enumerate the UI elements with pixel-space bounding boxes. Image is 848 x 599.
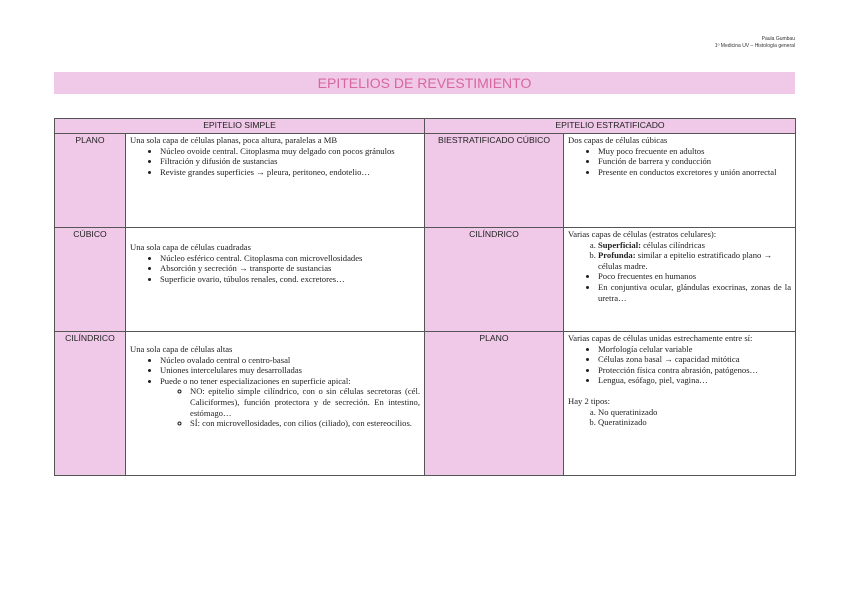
- cell-intro: Una sola capa de células planas, poca altura, paralelas a MB: [130, 135, 338, 145]
- types-intro: Hay 2 tipos:: [568, 395, 611, 406]
- table-row: [55, 228, 796, 332]
- row-label-biestratificado: BIESTRATIFICADO CÚBICO: [425, 134, 564, 228]
- table-row: [55, 332, 796, 476]
- list-item: • Núcleo esférico central. Citoplasma con microvellosidades: [160, 253, 420, 264]
- bullet-list: [130, 146, 420, 178]
- page-header: [715, 36, 795, 50]
- table-row: [55, 134, 796, 228]
- list-item: • Filtración y difusión de sustancias: [160, 156, 420, 167]
- lettered-item-bold: Profunda:: [598, 250, 636, 261]
- cell-intro: Una sola capa de células altas: [130, 344, 233, 354]
- list-item: • Núcleo ovalado central o centro-basal: [160, 355, 420, 366]
- cell-estratificado-plano: [564, 332, 796, 476]
- cell-simple-cubico: [126, 228, 425, 332]
- lettered-item-text: células cilíndricas: [640, 239, 705, 250]
- list-item: [598, 250, 791, 271]
- simple-heading: EPITELIO SIMPLE: [55, 119, 425, 134]
- list-item: a. No queratinizado: [598, 407, 791, 418]
- types-list: [568, 407, 791, 428]
- cell-intro: Varias capas de células (estratos celulares):: [568, 229, 717, 239]
- bullet-list: [130, 253, 420, 285]
- list-item: b. Queratinizado: [598, 417, 791, 428]
- list-item: • Superficie ovario, túbulos renales, cond. excretores…: [160, 274, 420, 285]
- course-name: 1º Medicina UV – Histología general: [714, 43, 795, 49]
- epithelia-table: [54, 118, 796, 476]
- row-label-simple-plano: PLANO: [55, 134, 126, 228]
- list-item: • Células zona basal → capacidad mitótica: [598, 354, 791, 365]
- list-item: [160, 376, 420, 429]
- list-item: • Morfología celular variable: [598, 344, 791, 355]
- lettered-item-text: similar a epitelio estratificado plano → células madre.: [598, 250, 773, 271]
- list-item-text: Puede o no tener especializaciones en superficie apical:: [160, 375, 351, 386]
- author-name: Paula Gumbau: [761, 36, 795, 42]
- cell-estratificado-cilindrico: [564, 228, 796, 332]
- cell-simple-cilindrico: [126, 332, 425, 476]
- stratified-heading: EPITELIO ESTRATIFICADO: [425, 119, 796, 134]
- bullet-list: [568, 271, 791, 303]
- list-item: • Poco frecuentes en humanos: [598, 271, 791, 282]
- cell-intro: Una sola capa de células cuadradas: [130, 242, 251, 252]
- cell-simple-plano: [126, 134, 425, 228]
- cell-intro: Dos capas de células cúbicas: [568, 135, 668, 145]
- list-item: • Presente en conductos excretores y unión anorrectal: [598, 167, 791, 178]
- lettered-list: [568, 240, 791, 272]
- table-header-row: [55, 119, 796, 134]
- sub-list-item: ◦ SÍ: con microvellosidades, con cilios (ciliado), con estereocilios.: [190, 418, 420, 429]
- spacer: [568, 386, 791, 396]
- list-item: • Absorción y secreción → transporte de sustancias: [160, 263, 420, 274]
- bullet-list: [568, 344, 791, 386]
- bullet-list: [130, 355, 420, 429]
- sub-list-item: ◦ NO: epitelio simple cilíndrico, con o sin células secretoras (cél. Caliciformes), función protectora y de secreción. En intestino, estómago…: [190, 386, 420, 418]
- row-label-simple-cubico: CÚBICO: [55, 228, 126, 332]
- list-item: • Muy poco frecuente en adultos: [598, 146, 791, 157]
- lettered-item-bold: Superficial:: [598, 239, 641, 250]
- sub-bullet-list: [160, 386, 420, 428]
- row-label-estratificado-plano: PLANO: [425, 332, 564, 476]
- row-label-simple-cilindrico: CILÍNDRICO: [55, 332, 126, 476]
- list-item: • Lengua, esófago, piel, vagina…: [598, 375, 791, 386]
- list-item: • Función de barrera y conducción: [598, 156, 791, 167]
- list-item: • Reviste grandes superficies → pleura, peritoneo, endotelio…: [160, 167, 420, 178]
- list-item: • En conjuntiva ocular, glándulas exocrinas, zonas de la uretra…: [598, 282, 791, 303]
- list-item: [598, 240, 791, 251]
- list-item: • Protección física contra abrasión, patógenos…: [598, 365, 791, 376]
- page-title: EPITELIOS DE REVESTIMIENTO: [54, 72, 795, 94]
- row-label-estratificado-cilindrico: CILÍNDRICO: [425, 228, 564, 332]
- list-item: • Uniones intercelulares muy desarrolladas: [160, 365, 420, 376]
- bullet-list: [568, 146, 791, 178]
- cell-biestratificado: [564, 134, 796, 228]
- cell-intro: Varias capas de células unidas estrechamente entre sí:: [568, 333, 753, 343]
- list-item: • Núcleo ovoide central. Citoplasma muy delgado con pocos gránulos: [160, 146, 420, 157]
